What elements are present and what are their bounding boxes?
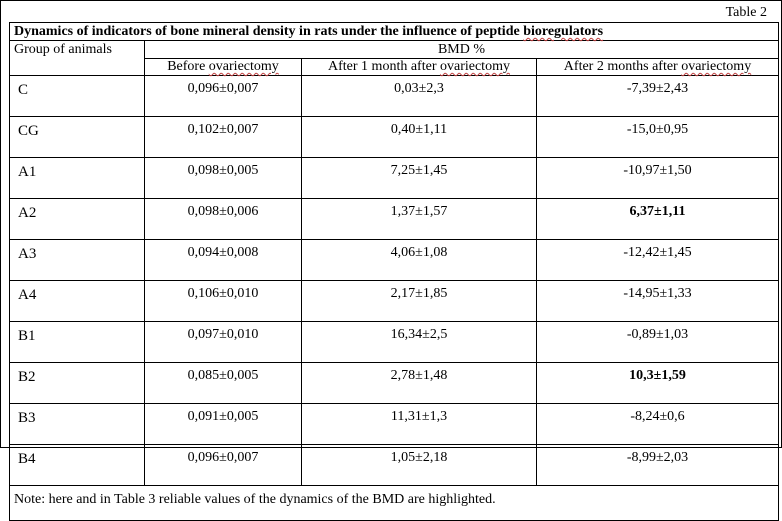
group-cell: A1 — [10, 158, 145, 199]
group-cell: A3 — [10, 240, 145, 281]
month1-cell: 2,78±1,48 — [302, 363, 537, 404]
before-cell: 0,102±0,007 — [145, 117, 302, 158]
header-1-month-spellcheck-word: ovariectomy — [439, 59, 510, 74]
header-after-1-month — [302, 59, 537, 76]
header-before-spellcheck-word: ovariectomy — [208, 59, 279, 74]
table-row — [10, 240, 779, 281]
table-number-label: Table 2 — [725, 5, 767, 20]
month2-cell: -8,99±2,03 — [537, 445, 779, 486]
month2-cell: -10,97±1,50 — [537, 158, 779, 199]
month2-cell: -7,39±2,43 — [537, 76, 779, 117]
month2-cell: -0,89±1,03 — [537, 322, 779, 363]
header-1-month-text: After 1 month after — [328, 59, 440, 74]
table-note: Note: here and in Table 3 reliable values of the dynamics of the BMD are highlighted. — [10, 486, 779, 521]
before-cell: 0,091±0,005 — [145, 404, 302, 445]
header-after-2-months — [537, 59, 779, 76]
group-cell: B4 — [10, 445, 145, 486]
table-row — [10, 363, 779, 404]
table-title — [10, 23, 779, 41]
before-cell: 0,094±0,008 — [145, 240, 302, 281]
month2-cell: -14,95±1,33 — [537, 281, 779, 322]
table-row — [10, 199, 779, 240]
table-row — [10, 404, 779, 445]
group-cell: B2 — [10, 363, 145, 404]
header-bmd: BMD % — [145, 41, 779, 59]
before-cell: 0,106±0,010 — [145, 281, 302, 322]
month1-cell: 11,31±1,3 — [302, 404, 537, 445]
month1-cell: 2,17±1,85 — [302, 281, 537, 322]
group-cell: A2 — [10, 199, 145, 240]
table-row — [10, 117, 779, 158]
month1-cell: 0,40±1,11 — [302, 117, 537, 158]
month2-cell: -12,42±1,45 — [537, 240, 779, 281]
header-2-months-text: After 2 months after — [563, 59, 682, 74]
month1-cell: 1,37±1,57 — [302, 199, 537, 240]
month1-cell: 4,06±1,08 — [302, 240, 537, 281]
month2-cell: -8,24±0,6 — [537, 404, 779, 445]
group-cell: B1 — [10, 322, 145, 363]
table-row — [10, 281, 779, 322]
before-cell: 0,096±0,007 — [145, 445, 302, 486]
table-title-text: Dynamics of indicators of bone mineral density in rats under the influence of peptide — [14, 24, 524, 39]
before-cell: 0,098±0,006 — [145, 199, 302, 240]
month1-cell: 0,03±2,3 — [302, 76, 537, 117]
header-before-ovariectomy — [145, 59, 302, 76]
bmd-table — [9, 22, 779, 521]
group-cell: CG — [10, 117, 145, 158]
table-title-spellcheck-word: bioregulators — [523, 24, 604, 39]
group-cell: A4 — [10, 281, 145, 322]
header-group-of-animals: Group of animals — [10, 41, 145, 76]
table-row — [10, 445, 779, 486]
table-row — [10, 322, 779, 363]
month1-cell: 16,34±2,5 — [302, 322, 537, 363]
header-2-months-spellcheck-word: ovariectomy — [681, 59, 752, 74]
note-row — [10, 486, 779, 521]
month2-cell: -15,0±0,95 — [537, 117, 779, 158]
table-row — [10, 76, 779, 117]
before-cell: 0,098±0,005 — [145, 158, 302, 199]
before-cell: 0,097±0,010 — [145, 322, 302, 363]
table-row — [10, 158, 779, 199]
before-cell: 0,085±0,005 — [145, 363, 302, 404]
before-cell: 0,096±0,007 — [145, 76, 302, 117]
month2-cell-highlighted: 10,3±1,59 — [537, 363, 779, 404]
month1-cell: 1,05±2,18 — [302, 445, 537, 486]
group-cell: C — [10, 76, 145, 117]
month1-cell: 7,25±1,45 — [302, 158, 537, 199]
month2-cell-highlighted: 6,37±1,11 — [537, 199, 779, 240]
header-before-text: Before — [167, 59, 209, 74]
group-cell: B3 — [10, 404, 145, 445]
